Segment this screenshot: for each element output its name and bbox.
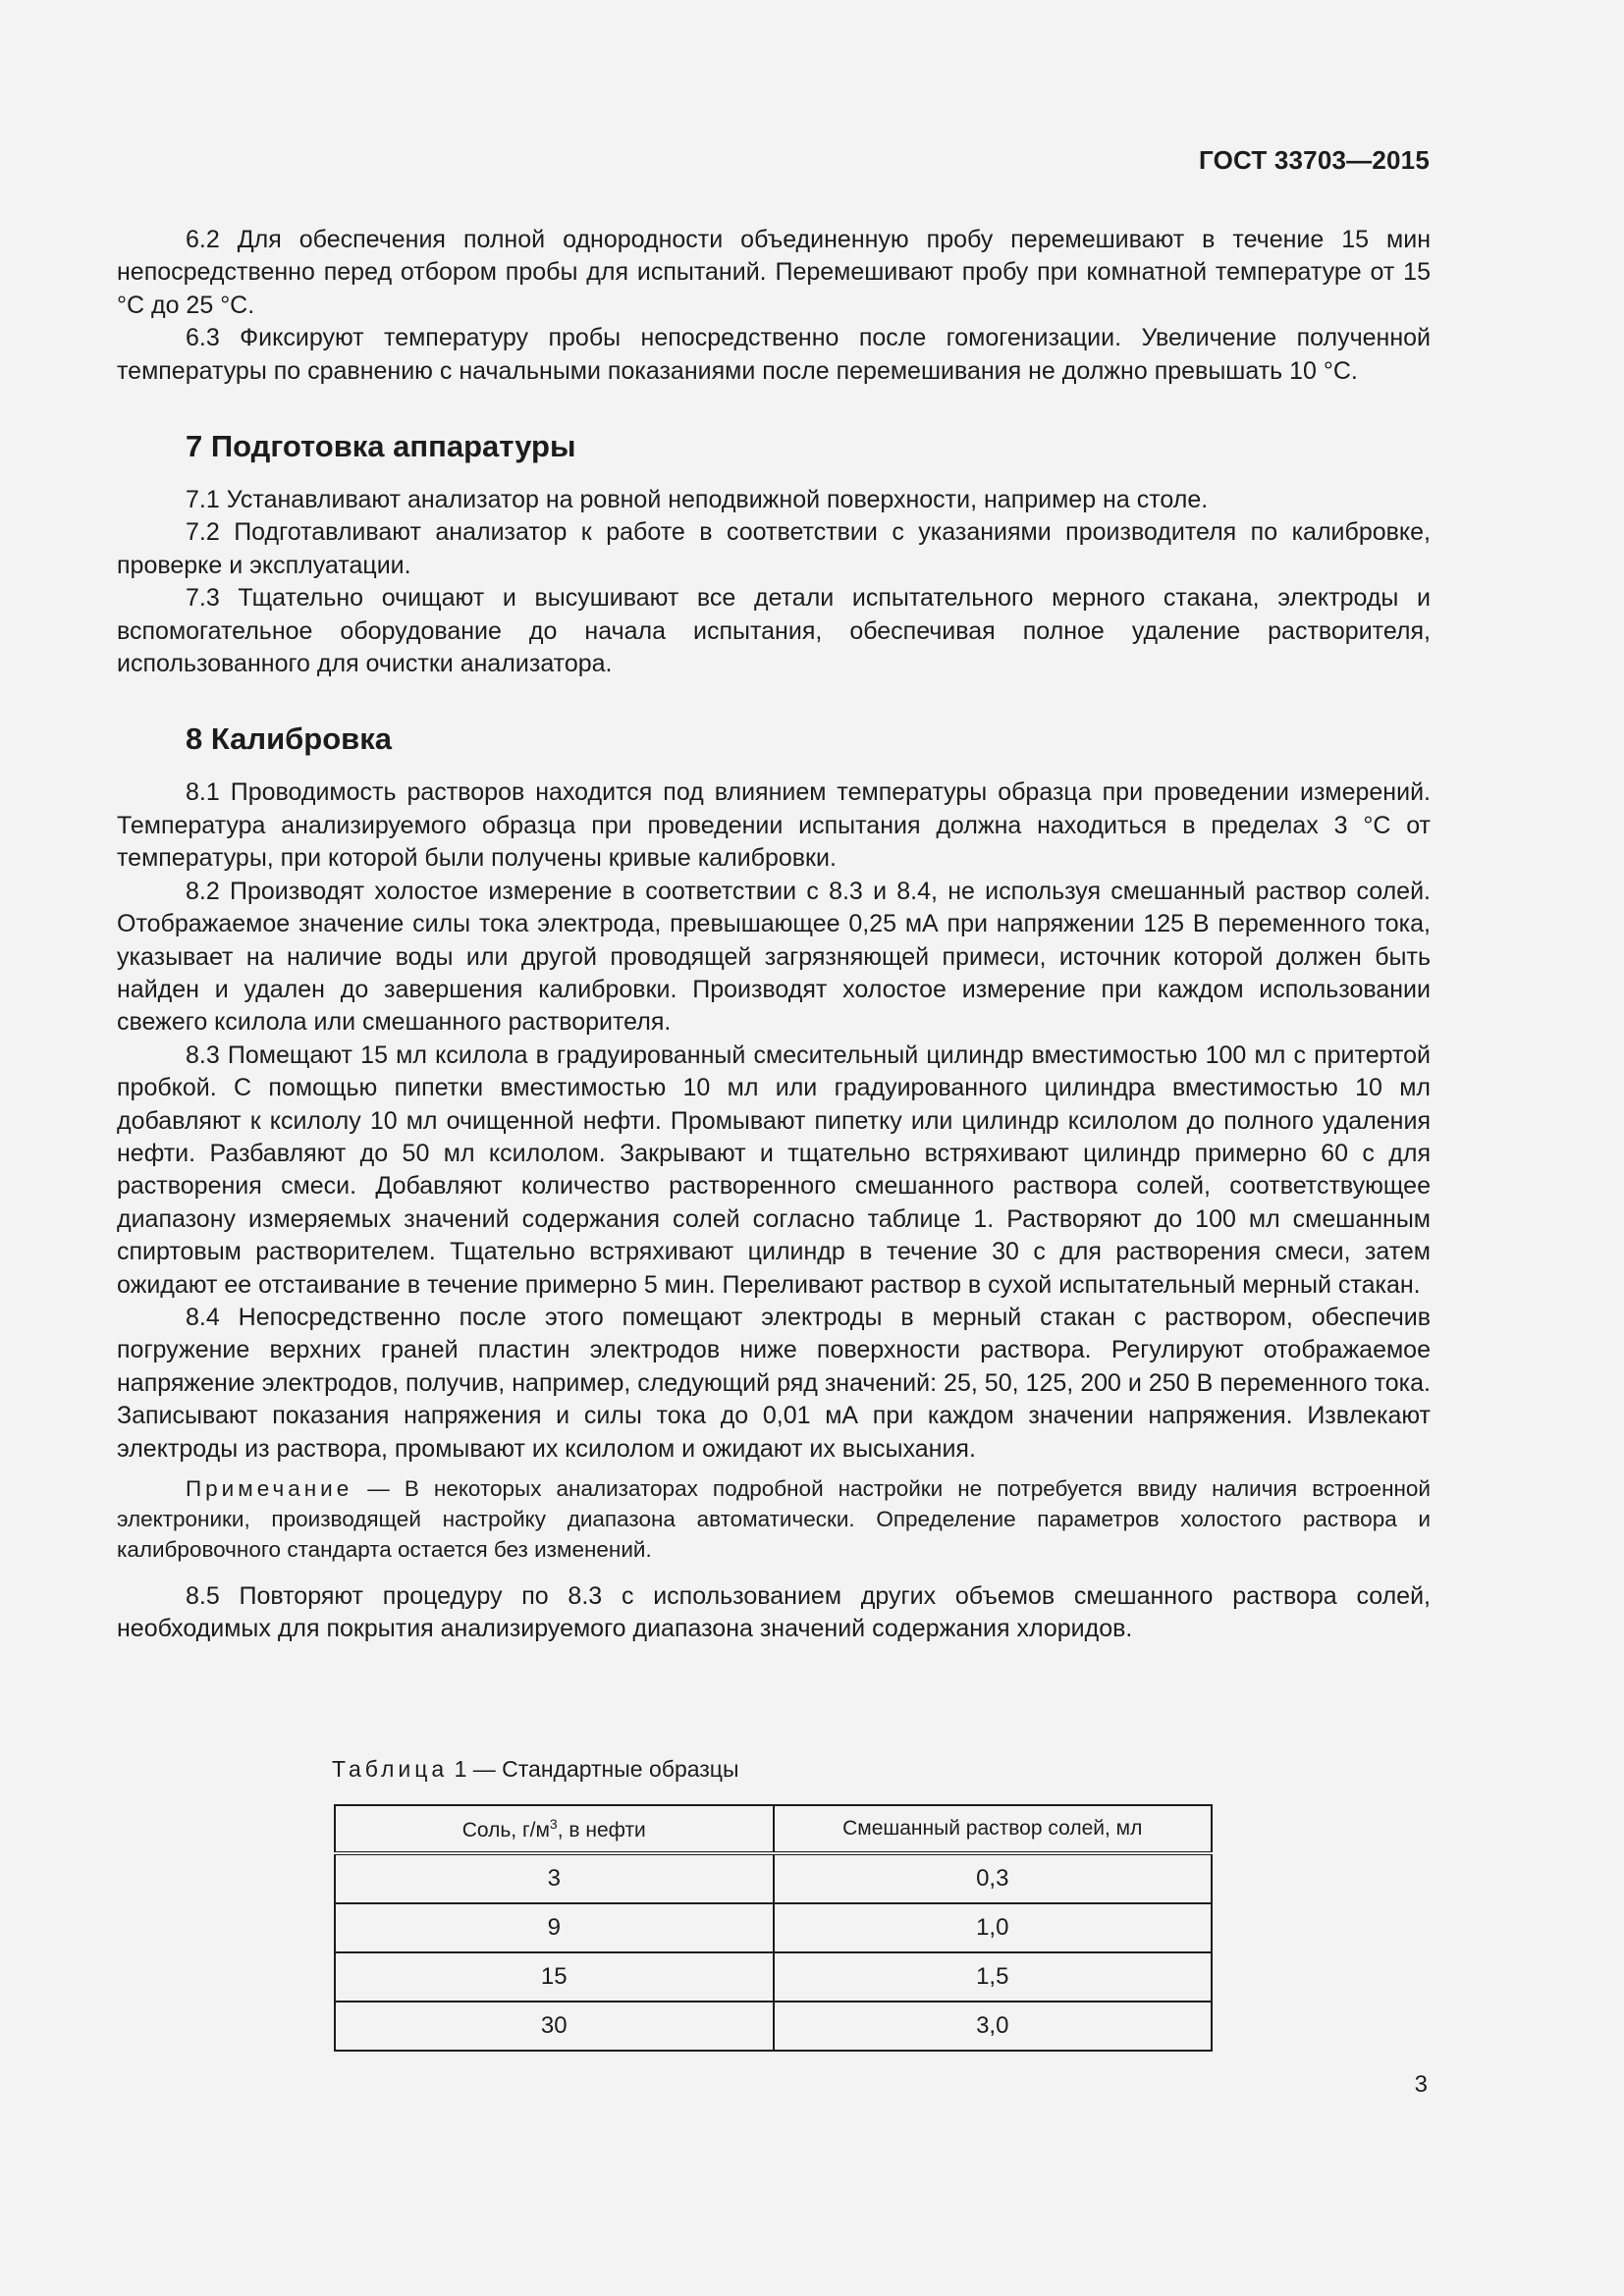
cell-salt: 15 xyxy=(335,1952,774,2002)
paragraph-7-2: 7.2 Подготавливают анализатор к работе в соответствии с указаниями производителя по калибровке, проверке и эксплуатации. xyxy=(117,518,1431,579)
section-8-heading: 8 Калибровка xyxy=(186,721,392,757)
cell-solution: 3,0 xyxy=(774,2002,1213,2051)
standard-samples-table xyxy=(334,1804,1213,2052)
table-row xyxy=(335,1903,1212,1952)
cell-salt: 9 xyxy=(335,1903,774,1952)
paragraph-8-3: 8.3 Помещают 15 мл ксилола в градуированный смесительный цилиндр вместимостью 100 мл с притертой пробкой. С помощью пипетки вместимостью 10 мл или градуированного цилиндра вместимостью 10 мл добавляют к ксилолу 10 мл очищенной нефти. Промывают пипетку или цилиндр ксилолом до полного удаления нефти. Разбавляют до 50 мл ксилолом. Закрывают и тщательно встряхивают цилиндр примерно 60 с для растворения смеси. Добавляют количество растворенного смешанного раствора солей, соответствующее диапазону измеряемых значений содержания солей согласно таблице 1. Растворяют до 100 мл смешанным спиртовым растворителем. Тщательно встряхивают цилиндр в течение 30 с для растворения смеси, затем ожидают ее отстаивание в течение примерно 5 мин. Переливают раствор в сухой испытательный мерный стакан. xyxy=(117,1041,1431,1299)
cell-salt: 3 xyxy=(335,1853,774,1903)
paragraph-7-1: 7.1 Устанавливают анализатор на ровной неподвижной поверхности, например на столе. xyxy=(186,486,1209,514)
table-header-row xyxy=(335,1805,1212,1853)
cell-solution: 0,3 xyxy=(774,1853,1213,1903)
note-text: — В некоторых анализаторах подробной настройки не потребуется ввиду наличия встроенной электроники, производящей настройку диапазона автоматически. Определение параметров холостого раствора и калибровочного стандарта остается без изменений. xyxy=(117,1476,1431,1562)
table-row xyxy=(335,1853,1212,1903)
note xyxy=(117,1473,1431,1565)
paragraph-6-3: 6.3 Фиксируют температуру пробы непосредственно после гомогенизации. Увеличение полученной температуры по сравнению с начальными показаниями после перемешивания не должно превышать 10 °С. xyxy=(117,324,1431,385)
page-number: 3 xyxy=(1414,2071,1428,2098)
section-7-heading: 7 Подготовка аппаратуры xyxy=(186,429,576,464)
cell-salt: 30 xyxy=(335,2002,774,2051)
column-header-solution: Смешанный раствор солей, мл xyxy=(774,1805,1213,1853)
table-row xyxy=(335,2002,1212,2051)
paragraph-7-3: 7.3 Тщательно очищают и высушивают все детали испытательного мерного стакана, электроды и вспомогательное оборудование до начала испытания, обеспечивая полное удаление растворителя, использованного для очистки анализатора. xyxy=(117,584,1431,678)
paragraph-8-1: 8.1 Проводимость растворов находится под влиянием температуры образца при проведении измерений. Температура анализируемого образца при проведении испытания должна находиться в пределах 3 °С от температуры, при которой были получены кривые калибровки. xyxy=(117,778,1431,873)
column-header-salt: Соль, $г/м^3$, в нефти xyxy=(335,1805,774,1853)
paragraph-8-2: 8.2 Производят холостое измерение в соответствии с 8.3 и 8.4, не используя смешанный раствор солей. Отображаемое значение силы тока электрода, превышающее 0,25 мА при напряжении 125 В переменного тока, указывает на наличие воды или другой проводящей загрязняющей примеси, источник которой должен быть найден и удален до завершения калибровки. Производят холостое измерение при каждом использовании свежего ксилола или смешанного растворителя. xyxy=(117,877,1431,1037)
document-number: ГОСТ 33703—2015 xyxy=(1199,145,1430,175)
document-body xyxy=(117,224,1431,1646)
table-caption xyxy=(332,1756,739,1783)
table-row xyxy=(335,1952,1212,2002)
paragraph-6-2: 6.2 Для обеспечения полной однородности объединенную пробу перемешивают в течение 15 мин непосредственно перед отбором пробы для испытаний. Перемешивают пробу при комнатной температуре от 15 °С до 25 °С. xyxy=(117,226,1431,319)
paragraph-8-5: 8.5 Повторяют процедуру по 8.3 с использованием других объемов смешанного раствора солей, необходимых для покрытия анализируемого диапазона значений содержания хлоридов. xyxy=(117,1582,1431,1643)
note-label: Примечание xyxy=(186,1476,353,1501)
table-caption-label: Таблица xyxy=(332,1756,449,1782)
paragraph-8-4: 8.4 Непосредственно после этого помещают электроды в мерный стакан с раствором, обеспечив погружение верхних граней пластин электродов ниже поверхности раствора. Регулируют отображаемое напряжение электродов, получив, например, следующий ряд значений: 25, 50, 125, 200 и 250 В переменного тока. Записывают показания напряжения и силы тока до 0,01 мА при каждом значении напряжения. Извлекают электроды из раствора, промывают их ксилолом и ожидают их высыхания. xyxy=(117,1303,1431,1463)
cell-solution: 1,0 xyxy=(774,1903,1213,1952)
cell-solution: 1,5 xyxy=(774,1952,1213,2002)
table-caption-text: 1 — Стандартные образцы xyxy=(448,1756,739,1782)
